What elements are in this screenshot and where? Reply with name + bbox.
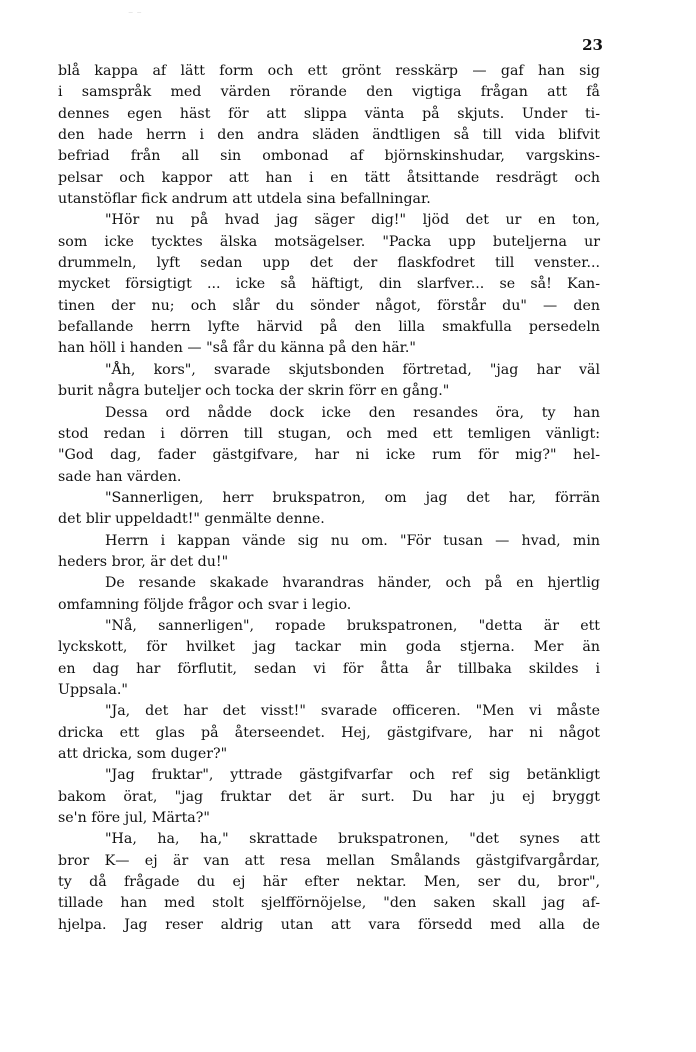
text-line: burit några buteljer och tocka der skrin förr en gång." bbox=[58, 383, 450, 400]
text-line: De resande skakade hvarandras händer, och på en hjertlig bbox=[105, 575, 600, 592]
text-line: det blir uppeldadt!" genmälte denne. bbox=[58, 511, 325, 528]
text-line: tinen der nu; och slår du sönder något, förstår du" — den bbox=[58, 297, 600, 314]
text-line: han höll i handen — "så får du känna på den här." bbox=[58, 340, 416, 357]
text-line: mycket försigtigt ... icke så häftigt, din slarfver... se så! Kan- bbox=[58, 276, 600, 293]
text-line: att dricka, som duger?" bbox=[58, 746, 228, 762]
text-line: pelsar och kappor att han i en tätt åtsittande resdrägt och bbox=[58, 169, 600, 186]
text-line: "Jag fruktar", yttrade gästgifvarfar och ref sig betänkligt bbox=[105, 767, 600, 784]
text-line: "Hör nu på hvad jag säger dig!" ljöd det ur en ton, bbox=[105, 212, 600, 229]
text-line: ty då frågade du ej här efter nektar. Men, ser du, bror", bbox=[58, 874, 600, 891]
text-line: en dag har förflutit, sedan vi för åtta år tillbaka skildes i bbox=[58, 660, 600, 677]
page-number: 23 bbox=[582, 36, 603, 54]
text-line: lyckskott, för hvilket jag tackar min goda stjerna. Mer än bbox=[58, 639, 600, 656]
text-line: "Nå, sannerligen", ropade brukspatronen, "detta är ett bbox=[105, 617, 600, 634]
text-line: Uppsala." bbox=[58, 681, 128, 698]
text-line: tillade han med stolt sjelfförnöjelse, "den saken skall jag af- bbox=[58, 895, 600, 912]
text-line: blå kappa af lätt form och ett grönt resskärp — gaf han sig bbox=[58, 63, 600, 79]
text-line: drummeln, lyft sedan upp det der flaskfodret till venster... bbox=[58, 255, 600, 272]
text-line: bakom örat, "jag fruktar det är surt. Du har ju ej bryggt bbox=[58, 788, 600, 805]
text-line: "Åh, kors", svarade skjutsbonden förtretad, "jag har väl bbox=[105, 361, 600, 378]
text-line: sade han värden. bbox=[58, 468, 182, 485]
text-line: Herrn i kappan vände sig nu om. "För tusan — hvad, min bbox=[105, 532, 600, 549]
text-line: Dessa ord nådde dock icke den resandes öra, ty han bbox=[105, 404, 600, 421]
body-text bbox=[58, 61, 600, 936]
text-line: bror K— ej är van att resa mellan Smålands gästgifvargårdar, bbox=[58, 852, 600, 869]
text-line: i samspråk med värden rörande den vigtiga frågan att få bbox=[58, 84, 600, 101]
text-line: befallande herrn lyfte härvid på den lilla smakfulla persedeln bbox=[58, 319, 600, 336]
text-line: "Ja, det har det visst!" svarade officeren. "Men vi måste bbox=[105, 703, 600, 720]
text-line: heders bror, är det du!" bbox=[58, 553, 229, 570]
scan-mark: ⁻ ⁻ bbox=[128, 10, 142, 21]
text-line: som icke tycktes älska motsägelser. "Packa upp buteljerna ur bbox=[58, 233, 600, 250]
text-line: omfamning följde frågor och svar i legio. bbox=[58, 596, 352, 613]
text-line: dennes egen häst för att slippa vänta på skjuts. Under ti- bbox=[58, 105, 600, 122]
text-line: den hade herrn i den andra släden ändtligen så till vida blifvit bbox=[58, 127, 600, 144]
text-line: "Ha, ha, ha," skrattade brukspatronen, "det synes att bbox=[105, 831, 600, 848]
text-line: "Sannerligen, herr brukspatron, om jag det har, förrän bbox=[105, 489, 600, 506]
text-line: hjelpa. Jag reser aldrig utan att vara försedd med alla de bbox=[58, 916, 600, 933]
text-line: se'n före jul, Märta?" bbox=[58, 810, 210, 827]
text-line: utanstöflar fick andrum att utdela sina befallningar. bbox=[58, 191, 431, 208]
text-line: befriad från all sin ombonad af björnskinshudar, vargskins- bbox=[58, 148, 600, 165]
text-line: stod redan i dörren till stugan, och med ett temligen vänligt: bbox=[58, 425, 600, 442]
text-line: dricka ett glas på återseendet. Hej, gästgifvare, har ni något bbox=[58, 724, 600, 741]
text-line: "God dag, fader gästgifvare, har ni icke rum för mig?" hel- bbox=[58, 447, 600, 464]
